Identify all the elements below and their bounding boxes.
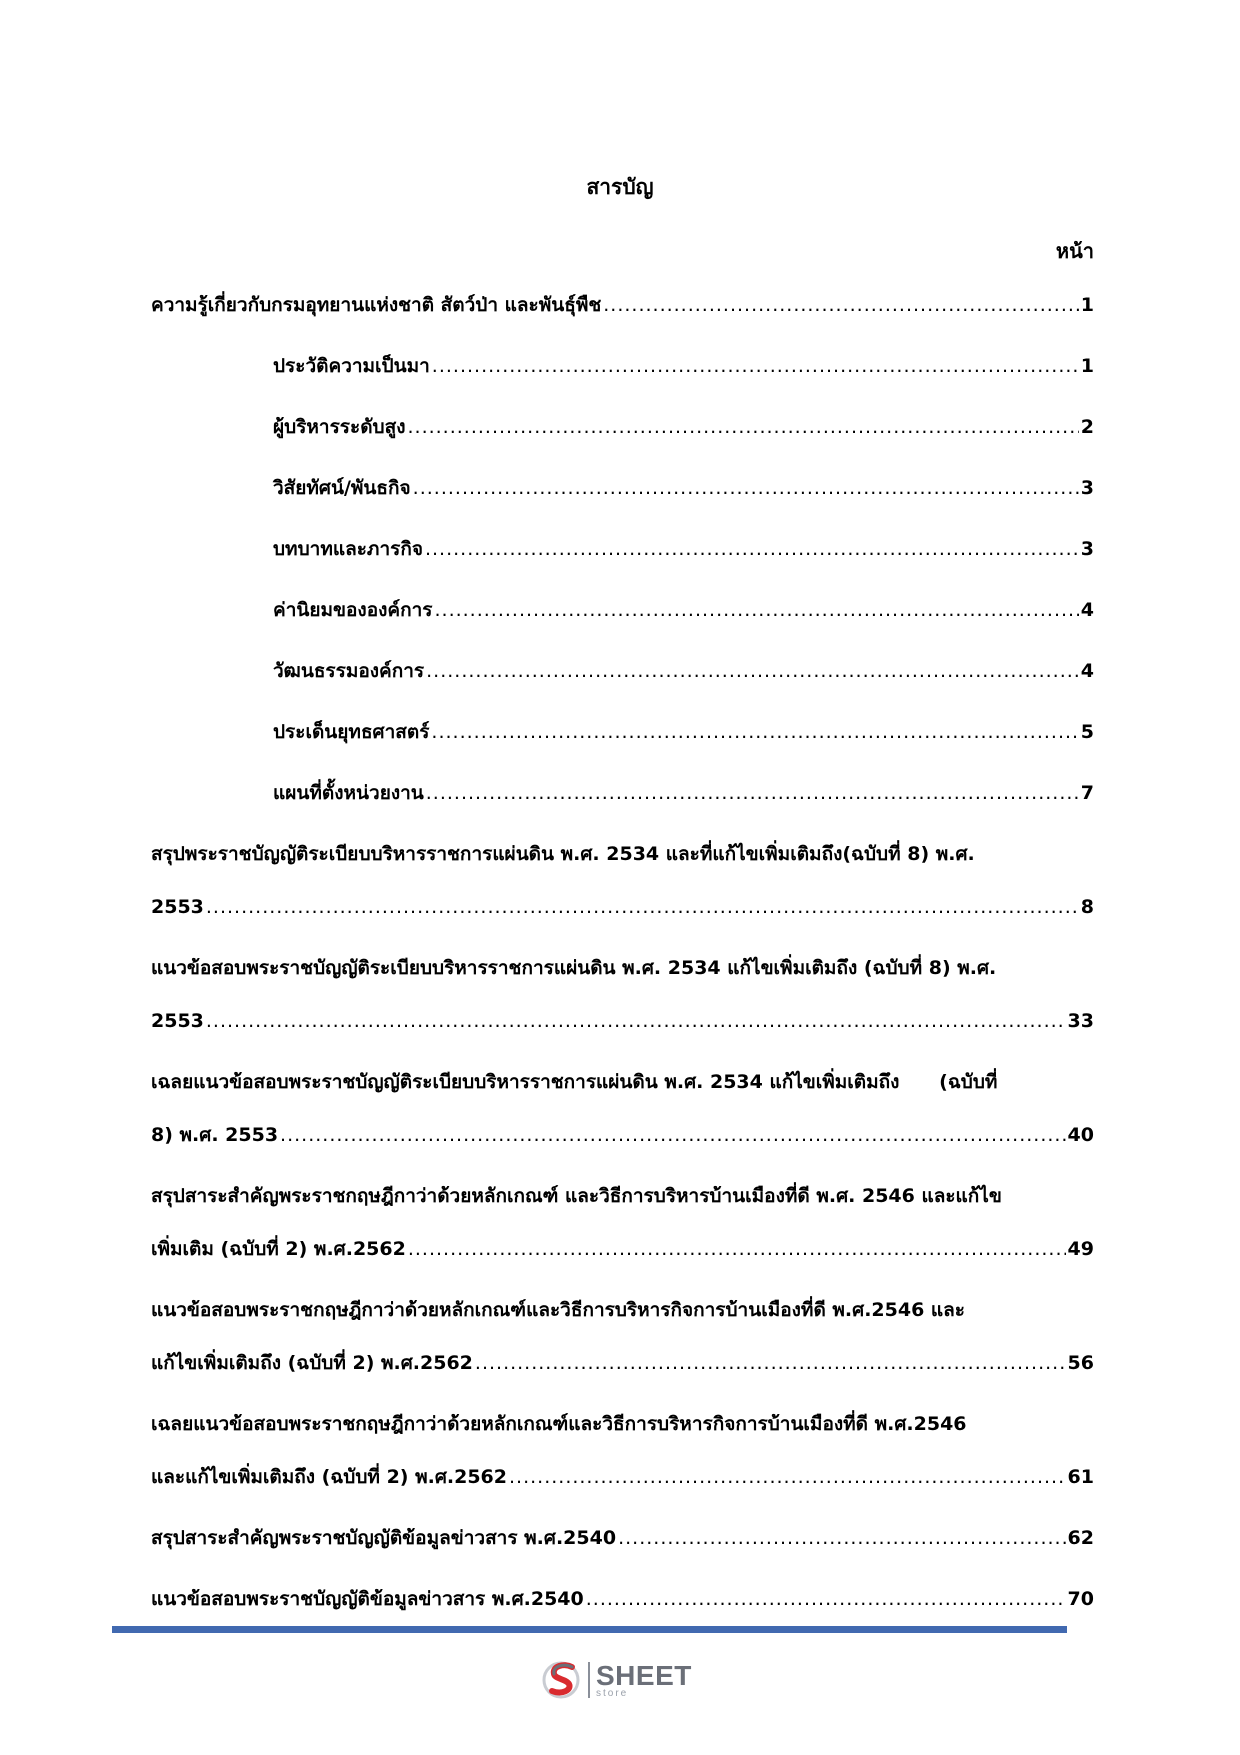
toc-entry-title: แผนที่ตั้งหน่วยงาน [273,782,424,804]
sheet-store-s-logo-icon [542,1657,584,1703]
toc-page-number: 4 [1080,599,1094,621]
footer-rule [112,1626,1067,1633]
toc-subentry[interactable] [151,595,1094,625]
logo-word: SHEET [596,1659,692,1691]
toc-page-number: 3 [1080,538,1094,560]
dot-leader [432,351,1079,381]
toc-entry-title-line2: 2553 [151,1010,204,1032]
toc-entry-title-line2: และแก้ไขเพิ่มเติมถึง (ฉบับที่ 2) พ.ศ.2562 [151,1466,507,1488]
toc-entry[interactable] [151,290,1094,320]
dot-leader [434,595,1078,625]
page-column-header: หน้า [1055,239,1094,263]
toc-entry-title: ผู้บริหารระดับสูง [273,416,406,438]
toc-entry-title-line1: เฉลยแนวข้อสอบพระราชกฤษฎีกาว่าด้วยหลักเกณฑ์และวิธีการบริหารกิจการบ้านเมืองที่ดี พ.ศ.2546 [151,1413,967,1435]
toc-page-number: 61 [1067,1466,1094,1488]
toc-entry-title: วิสัยทัศน์/พันธกิจ [273,477,411,499]
dot-leader [509,1462,1066,1492]
toc-page-number: 62 [1067,1527,1094,1549]
dot-leader [603,290,1079,320]
toc-page-number: 56 [1067,1352,1094,1374]
toc-page-number: 7 [1080,782,1094,804]
toc-page-number: 1 [1080,294,1094,316]
toc-page-number: 49 [1067,1238,1094,1260]
toc-entry-title-line1: แนวข้อสอบพระราชกฤษฎีกาว่าด้วยหลักเกณฑ์และวิธีการบริหารกิจการบ้านเมืองที่ดี พ.ศ.2546 และ [151,1299,966,1321]
toc-entry-title-line1: สรุปพระราชบัญญัติระเบียบบริหารราชการแผ่นดิน พ.ศ. 2534 และที่แก้ไขเพิ่มเติมถึง(ฉบับที่ 8) พ.ศ. [151,843,975,865]
dot-leader [425,534,1079,564]
toc-entry-title-line2: 8) พ.ศ. 2553 [151,1124,279,1146]
toc-title: สารบัญ [586,175,654,199]
toc-entry-title-line1: สรุปสาระสำคัญพระราชกฤษฎีกาว่าด้วยหลักเกณฑ์ และวิธีการบริหารบ้านเมืองที่ดี พ.ศ. 2546 และแก้ไข [151,1185,1002,1207]
toc-subentry[interactable] [151,656,1094,686]
toc-page-number: 2 [1080,416,1094,438]
sheet-store-logo [542,1655,692,1705]
dot-leader [206,1006,1066,1036]
toc-subentry[interactable] [151,351,1094,381]
toc-entry-title: บทบาทและภารกิจ [273,538,423,560]
toc-entry-title-line1: แนวข้อสอบพระราชบัญญัติระเบียบบริหารราชการแผ่นดิน พ.ศ. 2534 แก้ไขเพิ่มเติมถึง (ฉบับที่ 8) พ.ศ. [151,957,997,979]
toc-entry[interactable] [151,1584,1094,1614]
toc-page-number: 3 [1080,477,1094,499]
toc-page-number: 70 [1067,1588,1094,1610]
dot-leader [426,656,1079,686]
dot-leader [586,1584,1066,1614]
toc-page-number: 8 [1080,896,1094,918]
toc-entry-title-line1: เฉลยแนวข้อสอบพระราชบัญญัติระเบียบบริหารราชการแผ่นดิน พ.ศ. 2534 แก้ไขเพิ่มเติมถึง (ฉบับที่ [151,1071,998,1093]
toc-entry[interactable] [151,1295,1094,1378]
toc-subentry[interactable] [151,534,1094,564]
toc-entry-title: ความรู้เกี่ยวกับกรมอุทยานแห่งชาติ สัตว์ป่า และพันธุ์พืช [151,294,602,316]
toc-entry-title: สรุปสาระสำคัญพระราชบัญญัติข้อมูลข่าวสาร พ.ศ.2540 [151,1527,617,1549]
toc-entry[interactable] [151,1067,1094,1150]
dot-leader [413,473,1079,503]
toc-entry[interactable] [151,839,1094,922]
logo-separator [588,1662,590,1698]
toc-page-number: 33 [1067,1010,1094,1032]
table-of-contents [151,290,1094,1645]
dot-leader [426,778,1079,808]
toc-entry-title: ประเด็นยุทธศาสตร์ [273,721,430,743]
toc-entry[interactable] [151,953,1094,1036]
toc-entry[interactable] [151,1409,1094,1492]
toc-entry-title-line2: เพิ่มเติม (ฉบับที่ 2) พ.ศ.2562 [151,1238,406,1260]
toc-page-number: 40 [1067,1124,1094,1146]
dot-leader [408,1234,1066,1264]
toc-entry[interactable] [151,1523,1094,1553]
dot-leader [206,892,1079,922]
toc-entry-title: วัฒนธรรมองค์การ [273,660,425,682]
toc-entry[interactable] [151,1181,1094,1264]
dot-leader [618,1523,1065,1553]
toc-subentry[interactable] [151,412,1094,442]
toc-entry-title-line2: แก้ไขเพิ่มเติมถึง (ฉบับที่ 2) พ.ศ.2562 [151,1352,473,1374]
toc-subentry[interactable] [151,778,1094,808]
toc-page-number: 5 [1080,721,1094,743]
toc-page-number: 4 [1080,660,1094,682]
dot-leader [475,1348,1066,1378]
toc-entry-title: ประวัติความเป็นมา [273,355,430,377]
toc-entry-title: ค่านิยมขององค์การ [273,599,433,621]
logo-subword: store [596,1687,629,1699]
toc-entry-title-line2: 2553 [151,896,204,918]
toc-entry-title: แนวข้อสอบพระราชบัญญัติข้อมูลข่าวสาร พ.ศ.2540 [151,1588,584,1610]
dot-leader [407,412,1078,442]
toc-subentry[interactable] [151,717,1094,747]
dot-leader [280,1120,1066,1150]
toc-page-number: 1 [1080,355,1094,377]
logo-text [596,1659,692,1699]
toc-subentry[interactable] [151,473,1094,503]
dot-leader [431,717,1078,747]
